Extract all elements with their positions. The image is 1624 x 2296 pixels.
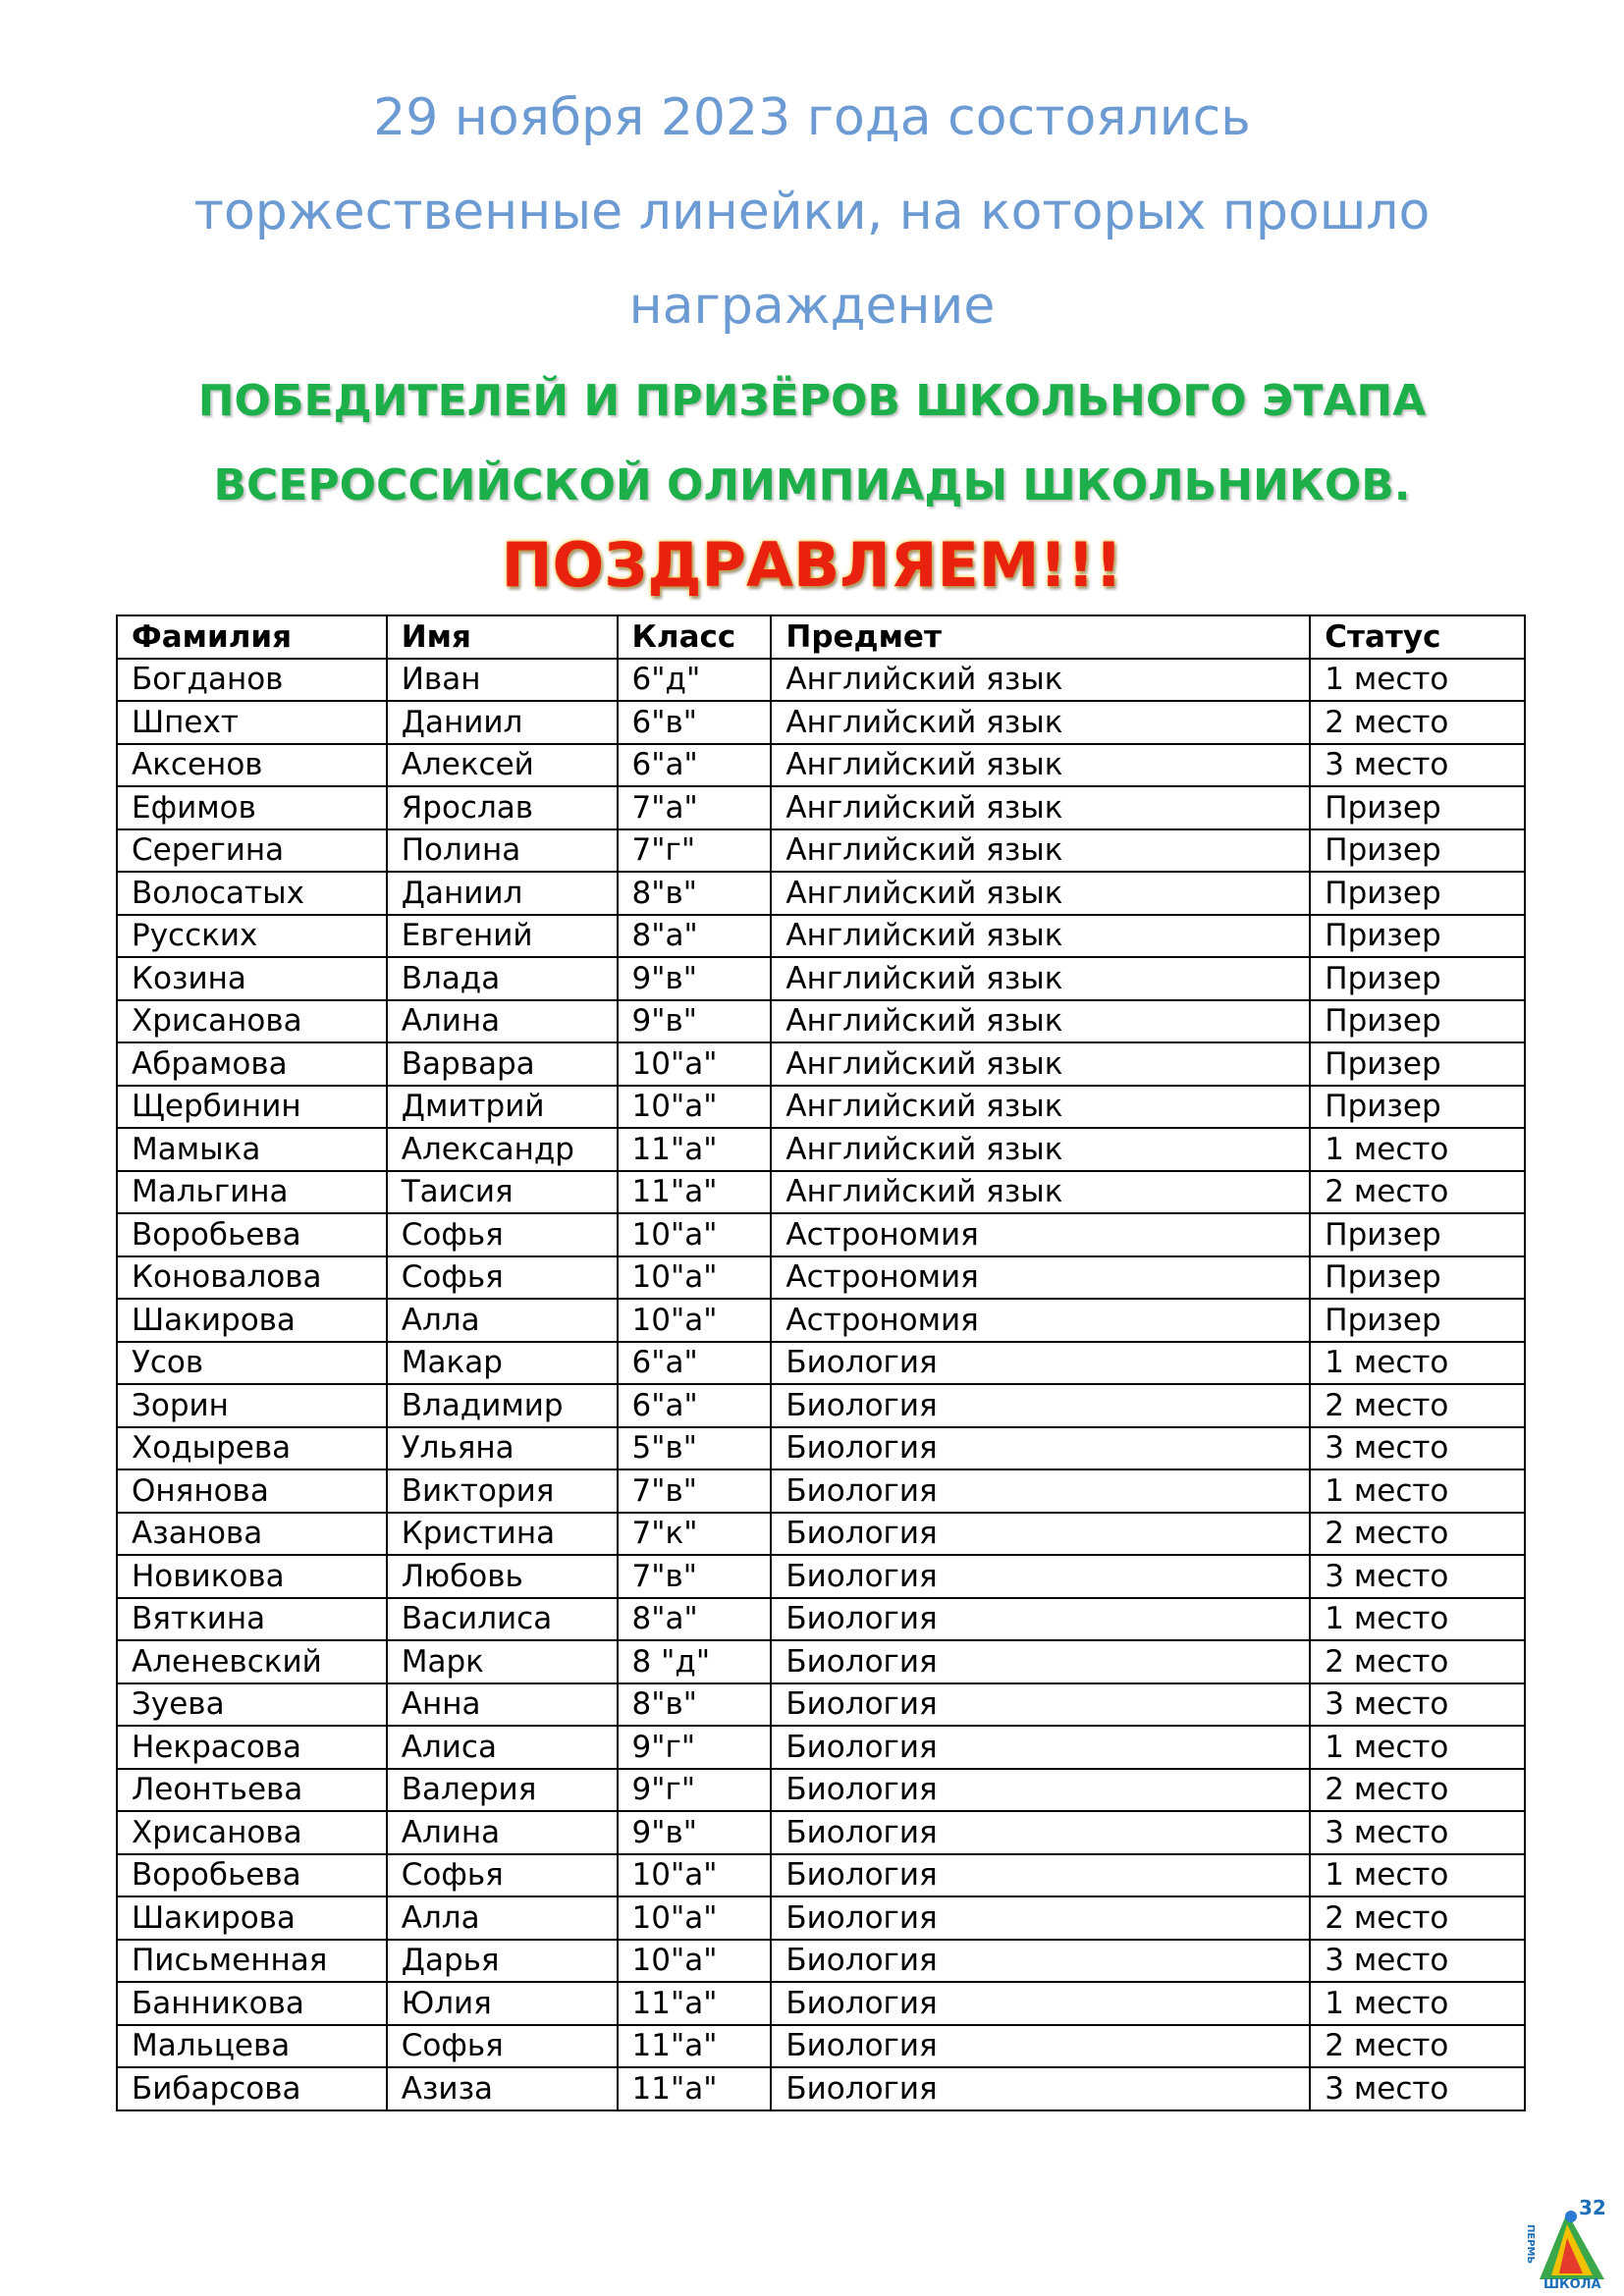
- cell-status: 1 место: [1310, 1982, 1525, 2025]
- table-row: [117, 786, 1525, 829]
- table-row: [117, 1469, 1525, 1513]
- cell-class: 7"в": [618, 1555, 772, 1598]
- cell-surname: Хрисанова: [117, 1000, 387, 1043]
- cell-class: 10"а": [618, 1299, 772, 1342]
- cell-name: Ярослав: [387, 786, 618, 829]
- cell-surname: Письменная: [117, 1940, 387, 1983]
- table-row: [117, 1640, 1525, 1683]
- cell-class: 10"а": [618, 1086, 772, 1129]
- cell-status: 1 место: [1310, 1598, 1525, 1641]
- cell-surname: Воробьева: [117, 1854, 387, 1897]
- cell-class: 9"в": [618, 957, 772, 1000]
- header-subject: Предмет: [771, 615, 1310, 659]
- logo-city-text: ПЕРМЬ: [1525, 2224, 1536, 2265]
- cell-subject: Биология: [771, 1469, 1310, 1513]
- cell-status: 2 место: [1310, 1640, 1525, 1683]
- cell-name: Виктория: [387, 1469, 618, 1513]
- table-row: [117, 2067, 1525, 2110]
- cell-class: 11"а": [618, 1982, 772, 2025]
- cell-status: Призер: [1310, 1042, 1525, 1086]
- cell-subject: Английский язык: [771, 786, 1310, 829]
- school-32-logo: [1520, 2195, 1614, 2289]
- cell-subject: Биология: [771, 1513, 1310, 1556]
- cell-name: Софья: [387, 1256, 618, 1300]
- cell-surname: Мамыка: [117, 1128, 387, 1171]
- cell-name: Алина: [387, 1811, 618, 1854]
- cell-status: Призер: [1310, 1086, 1525, 1129]
- cell-subject: Английский язык: [771, 1171, 1310, 1214]
- cell-subject: Биология: [771, 1726, 1310, 1769]
- cell-subject: Биология: [771, 2067, 1310, 2110]
- table-row: [117, 1940, 1525, 1983]
- table-row: [117, 829, 1525, 873]
- cell-subject: Биология: [771, 1683, 1310, 1727]
- cell-name: Иван: [387, 659, 618, 702]
- cell-status: 3 место: [1310, 1427, 1525, 1470]
- header-class: Класс: [618, 615, 772, 659]
- subheading-line-1: ПОБЕДИТЕЛЕЙ И ПРИЗЁРОВ ШКОЛЬНОГО ЭТАПА: [197, 376, 1427, 426]
- cell-surname: Абрамова: [117, 1042, 387, 1086]
- cell-status: Призер: [1310, 829, 1525, 873]
- cell-class: 9"в": [618, 1811, 772, 1854]
- table-row: [117, 1513, 1525, 1556]
- cell-subject: Биология: [771, 2025, 1310, 2068]
- table-row: [117, 1811, 1525, 1854]
- table-row: [117, 1042, 1525, 1086]
- cell-subject: Английский язык: [771, 1086, 1310, 1129]
- cell-class: 10"а": [618, 1213, 772, 1256]
- cell-subject: Биология: [771, 1896, 1310, 1940]
- cell-surname: Вяткина: [117, 1598, 387, 1641]
- cell-class: 11"а": [618, 1128, 772, 1171]
- cell-name: Василиса: [387, 1598, 618, 1641]
- cell-surname: Некрасова: [117, 1726, 387, 1769]
- cell-class: 10"а": [618, 1854, 772, 1897]
- table-row: [117, 1726, 1525, 1769]
- award-subheading: [0, 359, 1624, 528]
- cell-name: Макар: [387, 1342, 618, 1385]
- cell-name: Софья: [387, 1854, 618, 1897]
- cell-name: Азиза: [387, 2067, 618, 2110]
- cell-name: Софья: [387, 1213, 618, 1256]
- heading-line-2: торжественные линейки, на которых прошло: [193, 183, 1431, 241]
- cell-name: Алина: [387, 1000, 618, 1043]
- cell-name: Дарья: [387, 1940, 618, 1983]
- table-row: [117, 1128, 1525, 1171]
- cell-name: Даниил: [387, 701, 618, 744]
- cell-class: 10"а": [618, 1256, 772, 1300]
- cell-status: Призер: [1310, 872, 1525, 915]
- cell-surname: Зорин: [117, 1384, 387, 1427]
- cell-subject: Астрономия: [771, 1256, 1310, 1300]
- cell-name: Марк: [387, 1640, 618, 1683]
- table-row: [117, 1982, 1525, 2025]
- cell-name: Юлия: [387, 1982, 618, 2025]
- cell-status: 1 место: [1310, 1469, 1525, 1513]
- cell-subject: Английский язык: [771, 829, 1310, 873]
- cell-status: Призер: [1310, 786, 1525, 829]
- cell-subject: Биология: [771, 1555, 1310, 1598]
- cell-class: 8"в": [618, 872, 772, 915]
- cell-subject: Биология: [771, 1384, 1310, 1427]
- table-row: [117, 1384, 1525, 1427]
- cell-surname: Богданов: [117, 659, 387, 702]
- cell-surname: Серегина: [117, 829, 387, 873]
- cell-name: Дмитрий: [387, 1086, 618, 1129]
- cell-status: 3 место: [1310, 1940, 1525, 1983]
- cell-class: 8"а": [618, 915, 772, 958]
- cell-subject: Английский язык: [771, 701, 1310, 744]
- cell-surname: Мальцева: [117, 2025, 387, 2068]
- cell-name: Владимир: [387, 1384, 618, 1427]
- cell-status: 2 место: [1310, 701, 1525, 744]
- cell-class: 5"в": [618, 1427, 772, 1470]
- cell-class: 9"г": [618, 1769, 772, 1812]
- cell-class: 6"а": [618, 1384, 772, 1427]
- cell-class: 10"а": [618, 1940, 772, 1983]
- table-row: [117, 1683, 1525, 1727]
- cell-surname: Ефимов: [117, 786, 387, 829]
- cell-class: 7"г": [618, 829, 772, 873]
- cell-status: 2 место: [1310, 1171, 1525, 1214]
- cell-name: Алиса: [387, 1726, 618, 1769]
- cell-class: 11"а": [618, 1171, 772, 1214]
- cell-subject: Биология: [771, 1982, 1310, 2025]
- cell-surname: Мальгина: [117, 1171, 387, 1214]
- cell-status: 3 место: [1310, 2067, 1525, 2110]
- cell-class: 8"а": [618, 1598, 772, 1641]
- cell-class: 8"в": [618, 1683, 772, 1727]
- cell-subject: Английский язык: [771, 744, 1310, 787]
- cell-name: Ульяна: [387, 1427, 618, 1470]
- cell-name: Алексей: [387, 744, 618, 787]
- cell-surname: Ходырева: [117, 1427, 387, 1470]
- table-row: [117, 1299, 1525, 1342]
- table-row: [117, 701, 1525, 744]
- cell-surname: Волосатых: [117, 872, 387, 915]
- cell-surname: Коновалова: [117, 1256, 387, 1300]
- cell-class: 8 "д": [618, 1640, 772, 1683]
- table-row: [117, 744, 1525, 787]
- cell-surname: Воробьева: [117, 1213, 387, 1256]
- logo-number: 32: [1579, 2196, 1606, 2219]
- cell-status: Призер: [1310, 1213, 1525, 1256]
- table-row: [117, 659, 1525, 702]
- cell-surname: Шпехт: [117, 701, 387, 744]
- cell-surname: Щербинин: [117, 1086, 387, 1129]
- logo-school-text: ШКОЛА: [1543, 2277, 1601, 2289]
- cell-subject: Биология: [771, 1427, 1310, 1470]
- cell-status: 1 место: [1310, 1854, 1525, 1897]
- cell-name: Даниил: [387, 872, 618, 915]
- cell-status: 3 место: [1310, 744, 1525, 787]
- cell-subject: Биология: [771, 1854, 1310, 1897]
- table-row: [117, 1256, 1525, 1300]
- table-row: [117, 957, 1525, 1000]
- cell-surname: Азанова: [117, 1513, 387, 1556]
- heading-line-3: награждение: [628, 277, 996, 336]
- cell-subject: Биология: [771, 1769, 1310, 1812]
- cell-name: Евгений: [387, 915, 618, 958]
- cell-subject: Английский язык: [771, 957, 1310, 1000]
- table-row: [117, 1896, 1525, 1940]
- cell-subject: Английский язык: [771, 1000, 1310, 1043]
- cell-status: 2 место: [1310, 1513, 1525, 1556]
- cell-status: 3 место: [1310, 1555, 1525, 1598]
- table-row: [117, 1213, 1525, 1256]
- table-row: [117, 1769, 1525, 1812]
- table-row: [117, 1000, 1525, 1043]
- cell-surname: Усов: [117, 1342, 387, 1385]
- cell-name: Александр: [387, 1128, 618, 1171]
- page-heading: [0, 71, 1624, 353]
- cell-subject: Биология: [771, 1598, 1310, 1641]
- table-row: [117, 872, 1525, 915]
- cell-name: Софья: [387, 2025, 618, 2068]
- cell-class: 10"а": [618, 1896, 772, 1940]
- cell-class: 7"а": [618, 786, 772, 829]
- cell-status: 2 место: [1310, 1384, 1525, 1427]
- cell-status: 3 место: [1310, 1683, 1525, 1727]
- cell-status: Призер: [1310, 1299, 1525, 1342]
- table-row: [117, 915, 1525, 958]
- cell-name: Полина: [387, 829, 618, 873]
- cell-status: 1 место: [1310, 1128, 1525, 1171]
- table-row: [117, 1555, 1525, 1598]
- cell-name: Варвара: [387, 1042, 618, 1086]
- cell-status: 2 место: [1310, 2025, 1525, 2068]
- cell-name: Кристина: [387, 1513, 618, 1556]
- cell-class: 11"а": [618, 2067, 772, 2110]
- table-row: [117, 1598, 1525, 1641]
- cell-name: Валерия: [387, 1769, 618, 1812]
- cell-surname: Леонтьева: [117, 1769, 387, 1812]
- cell-surname: Банникова: [117, 1982, 387, 2025]
- table-row: [117, 2025, 1525, 2068]
- cell-subject: Английский язык: [771, 1042, 1310, 1086]
- cell-name: Алла: [387, 1896, 618, 1940]
- cell-class: 10"а": [618, 1042, 772, 1086]
- cell-status: Призер: [1310, 1256, 1525, 1300]
- cell-surname: Шакирова: [117, 1299, 387, 1342]
- results-table: [116, 614, 1526, 2111]
- cell-subject: Астрономия: [771, 1299, 1310, 1342]
- cell-surname: Аксенов: [117, 744, 387, 787]
- cell-name: Анна: [387, 1683, 618, 1727]
- header-name: Имя: [387, 615, 618, 659]
- cell-surname: Зуева: [117, 1683, 387, 1727]
- cell-subject: Биология: [771, 1811, 1310, 1854]
- cell-surname: Козина: [117, 957, 387, 1000]
- table-header-row: [117, 615, 1525, 659]
- cell-subject: Биология: [771, 1640, 1310, 1683]
- cell-name: Алла: [387, 1299, 618, 1342]
- cell-status: 1 место: [1310, 1342, 1525, 1385]
- cell-status: 1 место: [1310, 1726, 1525, 1769]
- cell-surname: Русских: [117, 915, 387, 958]
- cell-class: 9"в": [618, 1000, 772, 1043]
- cell-subject: Биология: [771, 1940, 1310, 1983]
- table-body: [117, 659, 1525, 2110]
- cell-surname: Бибарсова: [117, 2067, 387, 2110]
- table-row: [117, 1342, 1525, 1385]
- heading-line-1: 29 ноября 2023 года состоялись: [373, 88, 1251, 147]
- cell-subject: Биология: [771, 1342, 1310, 1385]
- cell-status: Призер: [1310, 957, 1525, 1000]
- cell-class: 6"а": [618, 1342, 772, 1385]
- cell-class: 7"к": [618, 1513, 772, 1556]
- cell-status: 3 место: [1310, 1811, 1525, 1854]
- cell-subject: Английский язык: [771, 659, 1310, 702]
- cell-class: 6"в": [618, 701, 772, 744]
- cell-status: 2 место: [1310, 1769, 1525, 1812]
- table-row: [117, 1086, 1525, 1129]
- cell-class: 6"д": [618, 659, 772, 702]
- cell-subject: Английский язык: [771, 1128, 1310, 1171]
- cell-surname: Хрисанова: [117, 1811, 387, 1854]
- cell-class: 11"а": [618, 2025, 772, 2068]
- header-surname: Фамилия: [117, 615, 387, 659]
- cell-name: Таисия: [387, 1171, 618, 1214]
- cell-status: 1 место: [1310, 659, 1525, 702]
- header-status: Статус: [1310, 615, 1525, 659]
- cell-surname: Новикова: [117, 1555, 387, 1598]
- cell-class: 9"г": [618, 1726, 772, 1769]
- cell-surname: Онянова: [117, 1469, 387, 1513]
- subheading-line-2: ВСЕРОССИЙСКОЙ ОЛИМПИАДЫ ШКОЛЬНИКОВ.: [213, 460, 1411, 510]
- congrats-banner: ПОЗДРАВЛЯЕМ!!!: [501, 529, 1123, 601]
- table-row: [117, 1854, 1525, 1897]
- cell-class: 6"а": [618, 744, 772, 787]
- cell-surname: Шакирова: [117, 1896, 387, 1940]
- cell-status: Призер: [1310, 1000, 1525, 1043]
- cell-status: 2 место: [1310, 1896, 1525, 1940]
- cell-status: Призер: [1310, 915, 1525, 958]
- cell-subject: Английский язык: [771, 872, 1310, 915]
- table-row: [117, 1427, 1525, 1470]
- cell-name: Любовь: [387, 1555, 618, 1598]
- table-row: [117, 1171, 1525, 1214]
- cell-class: 7"в": [618, 1469, 772, 1513]
- cell-subject: Английский язык: [771, 915, 1310, 958]
- cell-surname: Аленевский: [117, 1640, 387, 1683]
- cell-subject: Астрономия: [771, 1213, 1310, 1256]
- cell-name: Влада: [387, 957, 618, 1000]
